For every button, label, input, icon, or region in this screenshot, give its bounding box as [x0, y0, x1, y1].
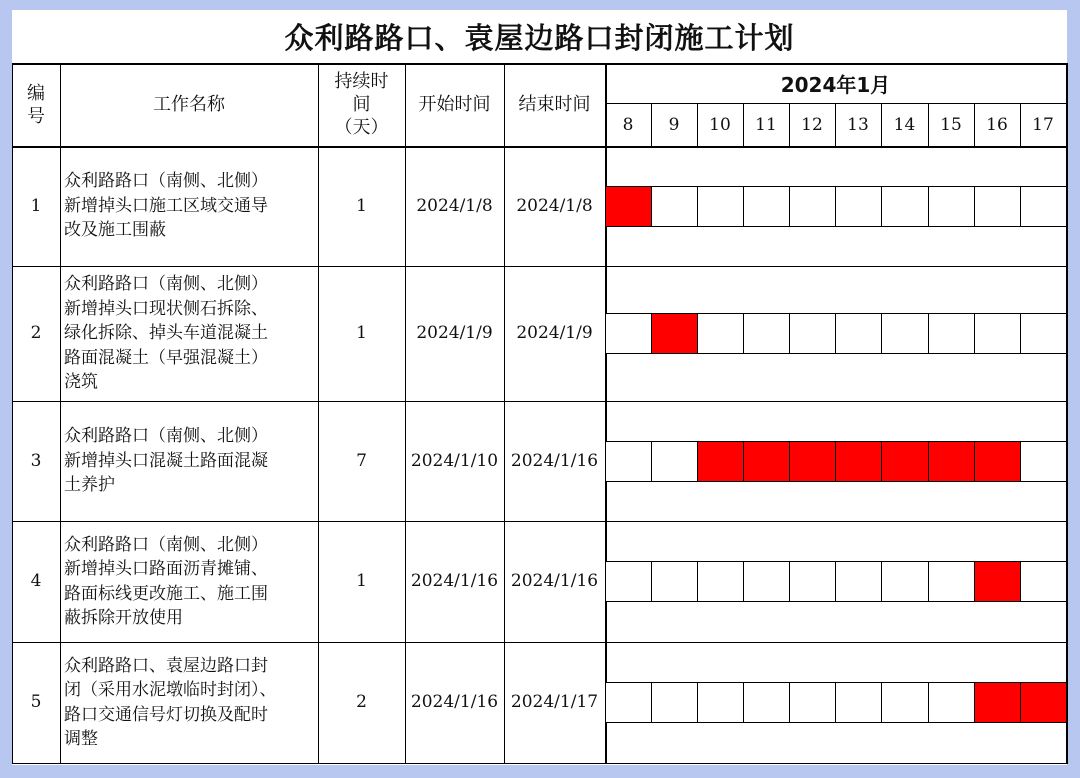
gantt-empty-cell: [881, 313, 929, 354]
task-duration: 1: [356, 195, 367, 216]
gantt-empty-cell: [881, 561, 929, 602]
gantt-empty-cell: [743, 313, 790, 354]
header-day-15: 15: [940, 114, 962, 135]
task-duration: 1: [356, 323, 367, 344]
gantt-empty-cell: [928, 186, 975, 227]
header-task-name: 工作名称: [153, 94, 225, 115]
gantt-bar-segment: [605, 186, 652, 227]
task-name: 众利路路口、袁屋边路口封 闭（采用水泥墩临时封闭）、 路口交通信号灯切换及配时 调整: [64, 655, 277, 749]
header-duration: 持续时 间 （天）: [334, 71, 389, 138]
gantt-bar-segment: [974, 682, 1021, 723]
gantt-bar-segment: [743, 441, 790, 482]
gantt-empty-cell: [835, 313, 882, 354]
task-start-date: 2024/1/16: [410, 571, 499, 592]
header-number: 编 号: [27, 82, 45, 127]
row-number: 1: [30, 195, 42, 216]
gantt-empty-cell: [928, 561, 975, 602]
gantt-empty-cell: [1020, 441, 1067, 482]
gantt-empty-cell: [651, 561, 698, 602]
row-divider: [12, 763, 1067, 764]
header-day-16: 16: [986, 114, 1008, 135]
task-end-date: 2024/1/16: [510, 450, 599, 471]
gantt-empty-cell: [651, 186, 698, 227]
task-name: 众利路路口（南侧、北侧） 新增掉头口现状侧石拆除、 绿化拆除、掉头车道混凝土 路面混凝土（早强混凝土） 浇筑: [64, 274, 268, 393]
gantt-empty-cell: [881, 186, 929, 227]
gantt-empty-cell: [974, 186, 1021, 227]
table-right-border: [1066, 63, 1068, 764]
gantt-empty-cell: [743, 186, 790, 227]
row-number: 2: [30, 323, 42, 344]
task-start-date: 2024/1/8: [416, 195, 493, 216]
task-duration: 7: [356, 450, 367, 471]
task-end-date: 2024/1/16: [510, 571, 599, 592]
gantt-bar-segment: [881, 441, 929, 482]
schedule-sheet: [12, 10, 1067, 765]
row-number: 5: [30, 692, 42, 713]
task-end-date: 2024/1/9: [516, 323, 593, 344]
gantt-empty-cell: [605, 682, 652, 723]
page-title: 众利路路口、袁屋边路口封闭施工计划: [284, 20, 795, 55]
header-day-11: 11: [755, 114, 777, 135]
row-number: 4: [30, 571, 42, 592]
gantt-empty-cell: [605, 561, 652, 602]
gantt-bar-segment: [789, 441, 836, 482]
task-name: 众利路路口（南侧、北侧） 新增掉头口路面沥青摊铺、 路面标线更改施工、施工围 蔽拆除开放使用: [64, 534, 268, 628]
row-number: 3: [30, 450, 42, 471]
gantt-empty-cell: [605, 313, 652, 354]
gantt-bar-segment: [974, 441, 1021, 482]
gantt-empty-cell: [697, 186, 744, 227]
column-divider: [605, 63, 607, 764]
header-day-8: 8: [622, 114, 634, 135]
gantt-empty-cell: [789, 682, 836, 723]
gantt-empty-cell: [743, 561, 790, 602]
gantt-empty-cell: [1020, 561, 1067, 602]
task-duration: 2: [356, 692, 367, 713]
gantt-empty-cell: [1020, 313, 1067, 354]
header-month: 2024年1月: [780, 72, 891, 97]
gantt-empty-cell: [789, 313, 836, 354]
task-name: 众利路路口（南侧、北侧） 新增掉头口混凝土路面混凝 土养护: [64, 426, 268, 496]
gantt-empty-cell: [651, 441, 698, 482]
gantt-empty-cell: [605, 441, 652, 482]
task-start-date: 2024/1/16: [410, 692, 499, 713]
gantt-empty-cell: [789, 561, 836, 602]
gantt-empty-cell: [1020, 186, 1067, 227]
gantt-empty-cell: [789, 186, 836, 227]
gantt-bar-segment: [1020, 682, 1067, 723]
gantt-empty-cell: [651, 682, 698, 723]
gantt-empty-cell: [835, 682, 882, 723]
header-day-17: 17: [1032, 114, 1054, 135]
gantt-empty-cell: [928, 313, 975, 354]
header-day-12: 12: [801, 114, 823, 135]
gantt-bar-segment: [697, 441, 744, 482]
gantt-empty-cell: [881, 682, 929, 723]
gantt-empty-cell: [697, 313, 744, 354]
gantt-bar-segment: [928, 441, 975, 482]
gantt-bar-segment: [974, 561, 1021, 602]
header-day-9: 9: [668, 114, 680, 135]
gantt-empty-cell: [697, 682, 744, 723]
header-day-10: 10: [709, 114, 731, 135]
header-start-date: 开始时间: [418, 94, 491, 115]
gantt-empty-cell: [974, 313, 1021, 354]
task-end-date: 2024/1/8: [516, 195, 593, 216]
gantt-empty-cell: [697, 561, 744, 602]
gantt-bar-segment: [651, 313, 698, 354]
task-name: 众利路路口（南侧、北侧） 新增掉头口施工区域交通导 改及施工围蔽: [64, 171, 268, 241]
task-start-date: 2024/1/10: [410, 450, 499, 471]
header-end-date: 结束时间: [518, 94, 591, 115]
gantt-empty-cell: [835, 186, 882, 227]
task-start-date: 2024/1/9: [416, 323, 493, 344]
gantt-empty-cell: [928, 682, 975, 723]
header-day-14: 14: [893, 114, 916, 135]
gantt-empty-cell: [835, 561, 882, 602]
header-day-13: 13: [847, 114, 869, 135]
task-end-date: 2024/1/17: [510, 692, 599, 713]
task-duration: 1: [356, 571, 367, 592]
gantt-empty-cell: [743, 682, 790, 723]
gantt-bar-segment: [835, 441, 882, 482]
